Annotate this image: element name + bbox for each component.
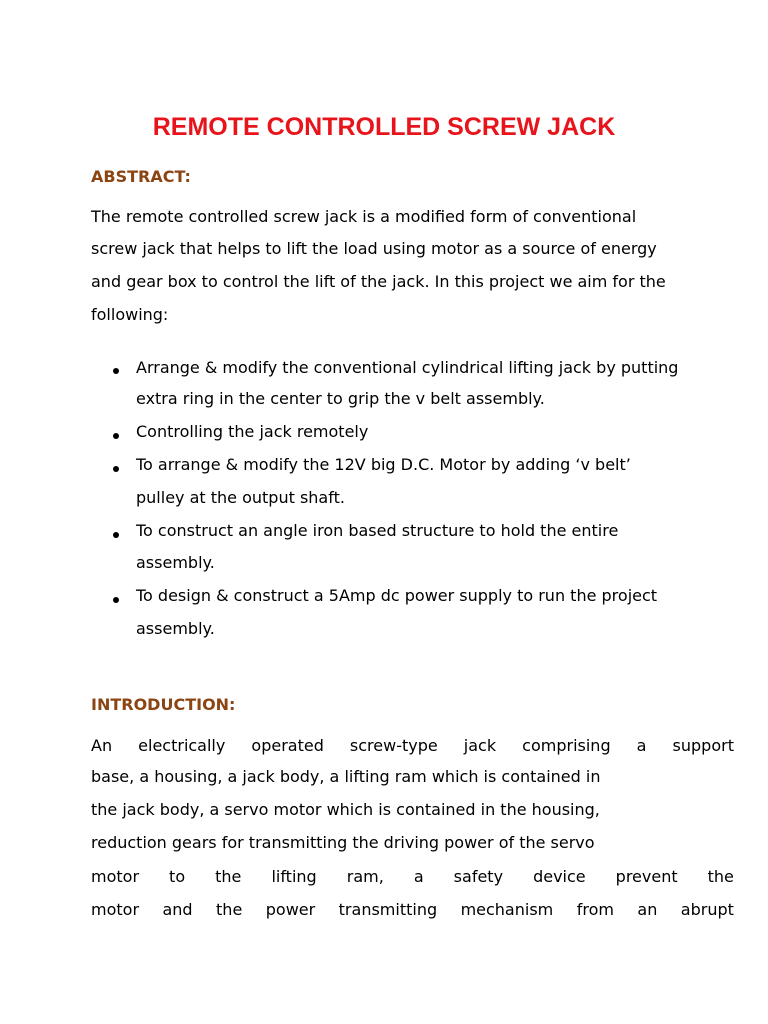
word: jack xyxy=(463,736,497,755)
word: transmitting xyxy=(338,900,438,919)
intro-line: base, a housing, a jack body, a lifting ram which is contained in xyxy=(91,767,601,786)
word: electrically xyxy=(138,736,226,755)
word: safety xyxy=(453,867,504,886)
abstract-line: following: xyxy=(91,305,169,324)
intro-line: the jack body, a servo motor which is contained in the housing, xyxy=(91,800,600,819)
word: motor xyxy=(91,867,140,886)
word: motor xyxy=(91,900,140,919)
word: device xyxy=(533,867,586,886)
word: the xyxy=(216,900,243,919)
bullet-text: To construct an angle iron based structure to hold the entire xyxy=(136,521,619,540)
document-title: REMOTE CONTROLLED SCREW JACK xyxy=(152,113,616,141)
bullet-text: extra ring in the center to grip the v belt assembly. xyxy=(136,389,545,408)
bullet-text: assembly. xyxy=(136,553,215,572)
bullet-icon xyxy=(113,466,119,472)
bullet-text: To design & construct a 5Amp dc power supply to run the project xyxy=(136,586,658,605)
bullet-text: To arrange & modify the 12V big D.C. Motor by adding ‘v belt’ xyxy=(136,455,631,474)
word: screw-type xyxy=(349,736,438,755)
word: a xyxy=(413,867,424,886)
abstract-line: and gear box to control the lift of the jack. In this project we aim for the xyxy=(91,272,666,291)
word: an xyxy=(637,900,658,919)
word: prevent xyxy=(615,867,678,886)
intro-justified-line xyxy=(91,866,734,888)
abstract-line: The remote controlled screw jack is a modified form of conventional xyxy=(91,207,637,226)
word: abrupt xyxy=(680,900,734,919)
word: ram, xyxy=(346,867,384,886)
word: power xyxy=(265,900,316,919)
word: the xyxy=(707,867,734,886)
bullet-text: pulley at the output shaft. xyxy=(136,488,345,507)
bullet-text: Arrange & modify the conventional cylindrical lifting jack by putting xyxy=(136,358,679,377)
bullet-icon xyxy=(113,433,119,439)
introduction-heading: INTRODUCTION: xyxy=(91,695,236,714)
word: operated xyxy=(251,736,324,755)
word: mechanism xyxy=(460,900,554,919)
word: a xyxy=(636,736,647,755)
bullet-text: assembly. xyxy=(136,619,215,638)
word: from xyxy=(576,900,614,919)
bullet-icon xyxy=(113,597,119,603)
abstract-line: screw jack that helps to lift the load using motor as a source of energy xyxy=(91,239,657,258)
word: to xyxy=(169,867,186,886)
word: An xyxy=(91,736,113,755)
intro-justified-line xyxy=(91,735,734,757)
bullet-icon xyxy=(113,368,119,374)
bullet-icon xyxy=(113,532,119,538)
word: comprising xyxy=(522,736,611,755)
intro-justified-line xyxy=(91,899,734,921)
word: and xyxy=(162,900,193,919)
bullet-text: Controlling the jack remotely xyxy=(136,422,369,441)
word: lifting xyxy=(271,867,317,886)
word: support xyxy=(672,736,734,755)
intro-line: reduction gears for transmitting the driving power of the servo xyxy=(91,833,595,852)
word: the xyxy=(215,867,242,886)
abstract-heading: ABSTRACT: xyxy=(91,167,191,186)
